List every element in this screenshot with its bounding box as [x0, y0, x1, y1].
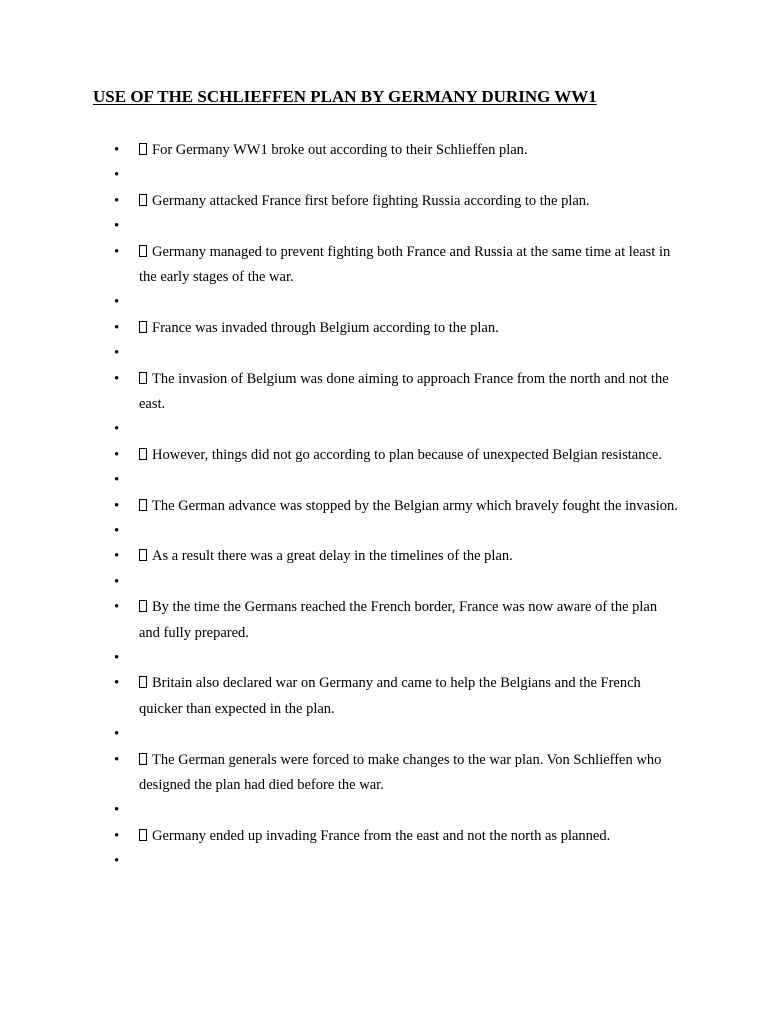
bullet-text: However, things did not go according to plan because of unexpected Belgian resistance.	[152, 446, 662, 463]
empty-bullet	[0, 163, 679, 188]
empty-bullet	[0, 468, 679, 493]
empty-bullet	[0, 214, 679, 239]
bullet-text: France was invaded through Belgium according to the plan.	[152, 319, 499, 336]
empty-bullet	[0, 341, 679, 366]
empty-bullet	[0, 290, 679, 315]
bullet-text: The invasion of Belgium was done aiming to approach France from the north and not the east.	[139, 370, 669, 412]
bullet-item	[0, 138, 679, 163]
bullet-item	[0, 748, 679, 799]
bullet-list	[0, 138, 768, 875]
bullet-text: By the time the Germans reached the French border, France was now aware of the plan and fully prepared.	[139, 599, 658, 641]
missing-glyph-icon	[139, 448, 147, 460]
bullet-text: The German advance was stopped by the Belgian army which bravely fought the invasion.	[152, 497, 678, 514]
bullet-item	[0, 595, 679, 646]
bullet-text: For Germany WW1 broke out according to their Schlieffen plan.	[152, 142, 528, 158]
missing-glyph-icon	[139, 372, 147, 384]
empty-bullet	[0, 646, 679, 671]
empty-bullet	[0, 798, 679, 823]
bullet-item	[0, 240, 679, 291]
bullet-item	[0, 824, 679, 849]
bullet-item	[0, 443, 679, 468]
bullet-text: Germany ended up invading France from the east and not the north as planned.	[152, 827, 611, 844]
bullet-item	[0, 189, 679, 214]
empty-bullet	[0, 417, 679, 442]
missing-glyph-icon	[139, 600, 147, 612]
missing-glyph-icon	[139, 143, 147, 155]
bullet-item	[0, 367, 679, 418]
bullet-item	[0, 494, 679, 519]
bullet-text: As a result there was a great delay in the timelines of the plan.	[152, 548, 513, 565]
bullet-item	[0, 316, 679, 341]
empty-bullet	[0, 519, 679, 544]
document-title: USE OF THE SCHLIEFFEN PLAN BY GERMANY DURING WW1	[93, 87, 597, 106]
bullet-item	[0, 544, 679, 569]
bullet-text: Britain also declared war on Germany and came to help the Belgians and the French quicker than expected in the plan.	[139, 675, 641, 717]
missing-glyph-icon	[139, 321, 147, 333]
bullet-item	[0, 671, 679, 722]
bullet-text: The German generals were forced to make changes to the war plan. Von Schlieffen who designed the plan had died before the war.	[139, 751, 662, 793]
empty-bullet	[0, 570, 679, 595]
empty-bullet	[0, 722, 679, 747]
missing-glyph-icon	[139, 753, 147, 765]
empty-bullet	[0, 849, 679, 874]
missing-glyph-icon	[139, 499, 147, 511]
bullet-text: Germany managed to prevent fighting both France and Russia at the same time at least in the early stages of the war.	[139, 243, 671, 285]
missing-glyph-icon	[139, 829, 147, 841]
missing-glyph-icon	[139, 676, 147, 688]
missing-glyph-icon	[139, 194, 147, 206]
bullet-text: Germany attacked France first before fighting Russia according to the plan.	[152, 192, 590, 209]
missing-glyph-icon	[139, 549, 147, 561]
missing-glyph-icon	[139, 245, 147, 257]
